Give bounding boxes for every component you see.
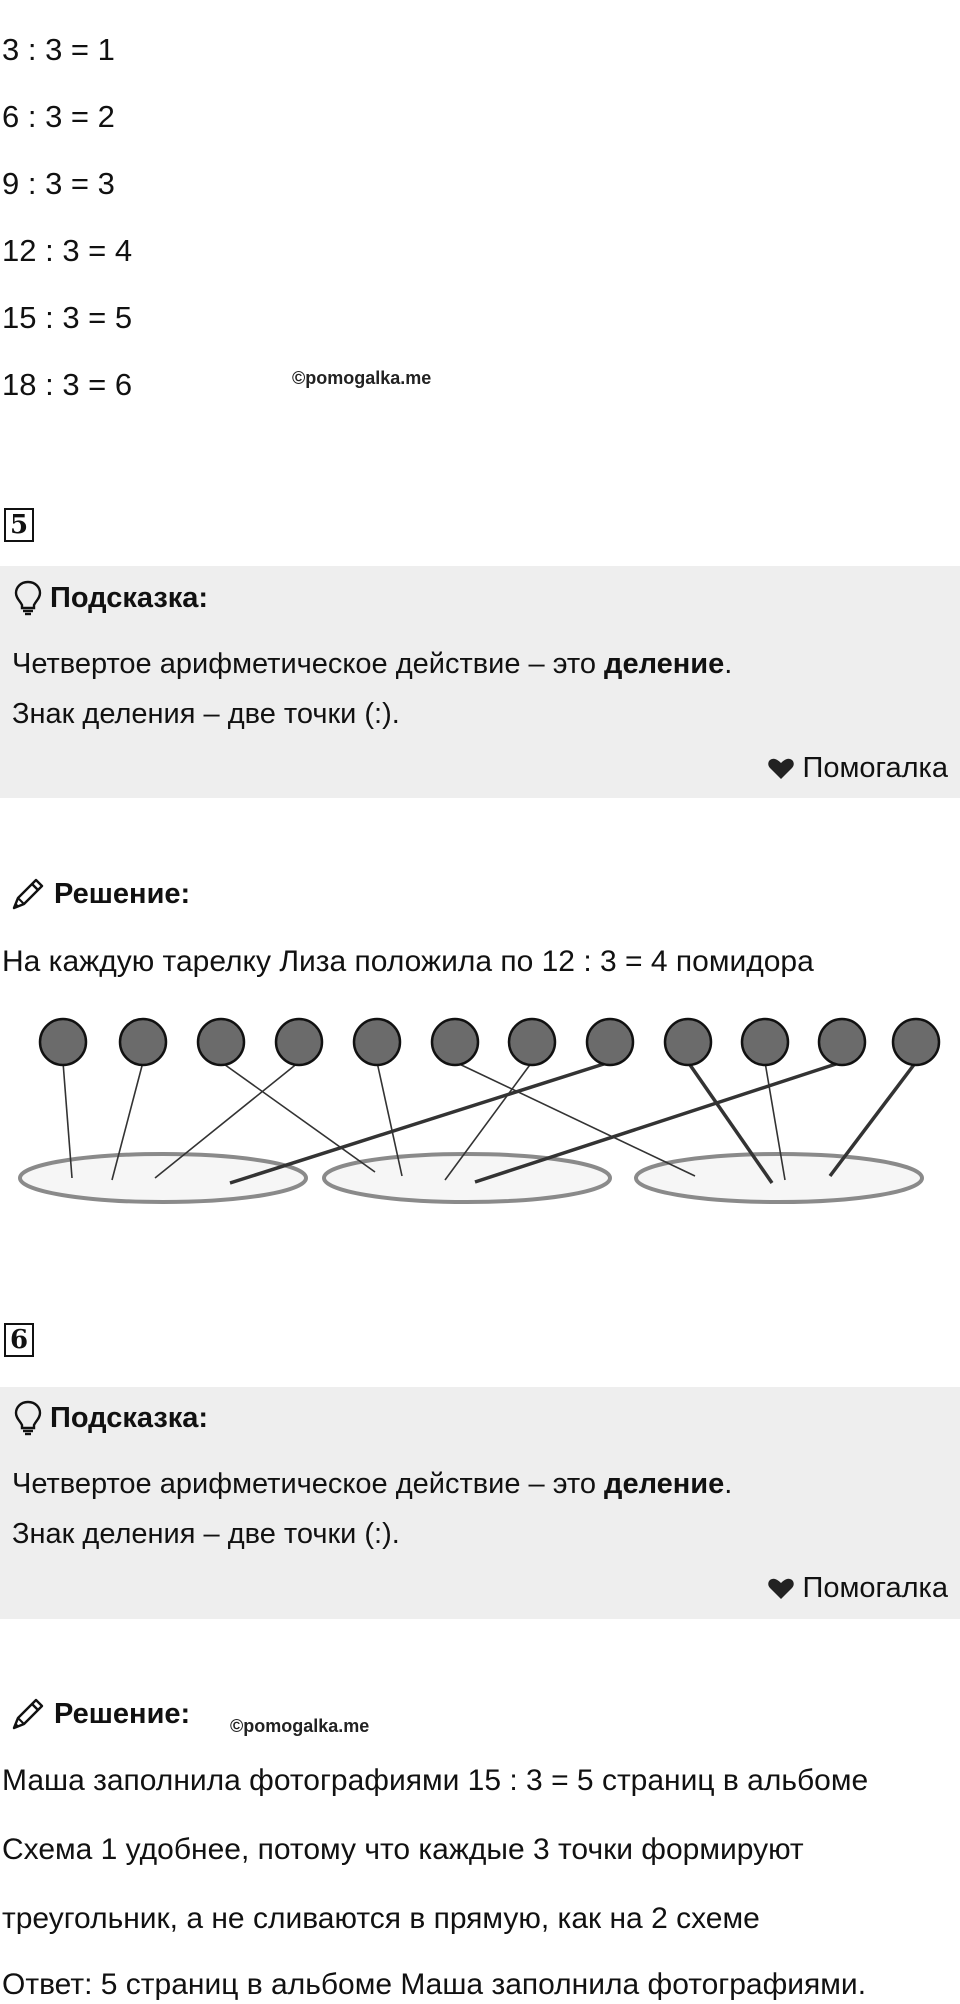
hint-line-1-bold: деление [604, 1468, 725, 1500]
solution-line-3: треугольник, а не сливаются в прямую, как на 2 схеме [2, 1902, 760, 1935]
heart-icon [767, 757, 795, 781]
plate-1 [20, 1154, 306, 1202]
tomato-5 [354, 1019, 400, 1065]
hint-line-1-bold: деление [604, 648, 725, 680]
tomato-6 [432, 1019, 478, 1065]
tomato-1 [40, 1019, 86, 1065]
hint-line-2: Знак деления – две точки (:). [12, 698, 400, 730]
hint-footer-text: Помогалка [802, 752, 948, 784]
hint-title-6 [14, 1400, 208, 1436]
tomato-8 [587, 1019, 633, 1065]
equation-6: 18 : 3 = 6 [2, 367, 133, 402]
lightbulb-icon [14, 580, 42, 616]
tomatoes-plates-figure [0, 1000, 960, 1230]
solution-line-2: Схема 1 удобнее, потому что каждые 3 точки формируют [2, 1833, 804, 1866]
tomato-9 [665, 1019, 711, 1065]
hint-line-1-prefix: Четвертое арифметическое действие – это [12, 648, 605, 680]
tomato-10 [742, 1019, 788, 1065]
hint-title-text: Подсказка: [50, 1401, 209, 1434]
solution-title-text: Решение: [54, 877, 191, 910]
tomato-3 [198, 1019, 244, 1065]
pencil-icon [8, 874, 48, 914]
solution-line-4: Ответ: 5 страниц в альбоме Маша заполнила фотографиями. [2, 1968, 867, 2001]
heart-icon [767, 1577, 795, 1601]
task-number-5: 5 [4, 508, 34, 542]
tomato-7 [509, 1019, 555, 1065]
solution-title-text: Решение: [54, 1697, 191, 1730]
watermark: ©pomogalka.me [292, 368, 432, 388]
equation-2: 6 : 3 = 2 [2, 99, 115, 134]
solution-title-5 [8, 874, 190, 914]
pencil-icon [8, 1694, 48, 1734]
solution-text-5: На каждую тарелку Лиза положила по 12 : 3 = 4 помидора [2, 945, 814, 978]
hint-line-1-suffix: . [724, 648, 733, 680]
hint-line-1 [12, 648, 732, 681]
tomato-11 [819, 1019, 865, 1065]
hint-footer-5 [767, 752, 948, 785]
equation-5: 15 : 3 = 5 [2, 300, 133, 335]
tomato-2 [120, 1019, 166, 1065]
equation-1: 3 : 3 = 1 [2, 32, 115, 67]
tomato-4 [276, 1019, 322, 1065]
hint-footer-6 [767, 1572, 948, 1605]
solution-line-1: Маша заполнила фотографиями 15 : 3 = 5 страниц в альбоме [2, 1764, 869, 1797]
hint-line-1-prefix: Четвертое арифметическое действие – это [12, 1468, 605, 1500]
tomato-12 [893, 1019, 939, 1065]
plate-3 [636, 1154, 922, 1202]
hint-footer-text: Помогалка [802, 1572, 948, 1604]
lightbulb-icon [14, 1400, 42, 1436]
equation-3: 9 : 3 = 3 [2, 166, 115, 201]
task-number-6: 6 [4, 1323, 34, 1357]
hint-line-2: Знак деления – две точки (:). [12, 1518, 400, 1550]
connection-line-3 [221, 1062, 375, 1172]
equation-4: 12 : 3 = 4 [2, 233, 133, 268]
hint-title-text: Подсказка: [50, 581, 209, 614]
watermark: ©pomogalka.me [230, 1716, 370, 1736]
tomatoes-group [40, 1019, 939, 1065]
plate-2 [324, 1154, 610, 1202]
solution-title-6 [8, 1694, 190, 1734]
hint-line-1-suffix: . [724, 1468, 733, 1500]
hint-title-5 [14, 580, 208, 616]
hint-line-1 [12, 1468, 732, 1501]
